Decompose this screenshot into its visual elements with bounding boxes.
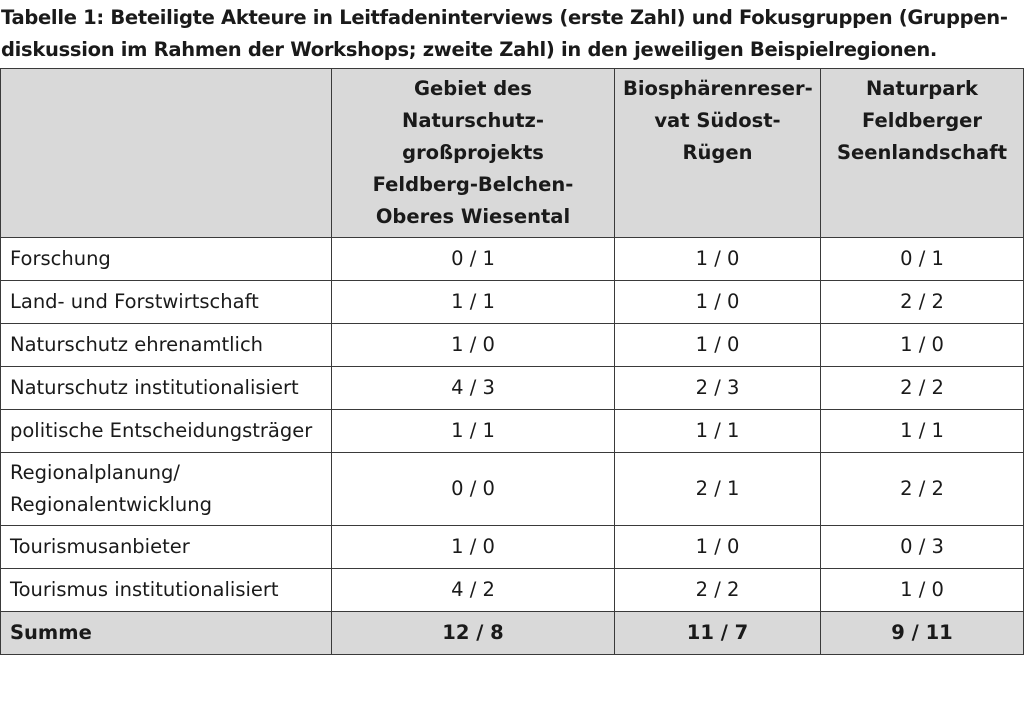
cell-value: 1 / 0 [821, 324, 1024, 367]
header-line: großprojekts [402, 141, 544, 164]
cell-value: 2 / 1 [615, 453, 821, 526]
cell-value: 4 / 2 [332, 569, 615, 612]
header-cell-empty [1, 69, 332, 238]
cell-value: 1 / 0 [615, 526, 821, 569]
table-caption [1, 2, 1019, 66]
cell-value: 0 / 3 [821, 526, 1024, 569]
sum-value: 12 / 8 [332, 612, 615, 655]
header-line: Biosphärenreser- [623, 77, 813, 100]
header-line: Naturpark [865, 77, 978, 100]
table-row [1, 453, 1024, 526]
row-label-line: Regionalentwicklung [10, 493, 213, 516]
cell-value: 2 / 2 [615, 569, 821, 612]
cell-value: 2 / 2 [821, 453, 1024, 526]
cell-value: 1 / 0 [821, 569, 1024, 612]
row-label: Naturschutz institutionalisiert [1, 367, 332, 410]
header-cell-feldberg-belchen [332, 69, 615, 238]
header-line: Gebiet des Naturschutz- [402, 77, 544, 132]
cell-value: 2 / 2 [821, 367, 1024, 410]
cell-value: 2 / 3 [615, 367, 821, 410]
sum-row [1, 612, 1024, 655]
row-label: Tourismusanbieter [1, 526, 332, 569]
actors-table [0, 68, 1024, 655]
cell-value: 1 / 1 [332, 410, 615, 453]
row-label: Land- und Forstwirtschaft [1, 281, 332, 324]
sum-value: 11 / 7 [615, 612, 821, 655]
cell-value: 4 / 3 [332, 367, 615, 410]
header-cell-feldberger-seenlandschaft [821, 69, 1024, 238]
table-header-row [1, 69, 1024, 238]
cell-value: 0 / 1 [332, 238, 615, 281]
caption-line-2: diskussion im Rahmen der Workshops; zweite Zahl) in den jeweiligen Beispielregionen. [1, 38, 938, 61]
header-line: Oberes Wiesental [375, 205, 571, 228]
row-label: Tourismus institutionalisiert [1, 569, 332, 612]
sum-value: 9 / 11 [821, 612, 1024, 655]
cell-value: 1 / 1 [332, 281, 615, 324]
header-line: Feldberg-Belchen- [372, 173, 574, 196]
row-label: Forschung [1, 238, 332, 281]
table-row [1, 238, 1024, 281]
cell-value: 1 / 0 [615, 238, 821, 281]
cell-value: 1 / 0 [615, 324, 821, 367]
cell-value: 2 / 2 [821, 281, 1024, 324]
table-row [1, 526, 1024, 569]
cell-value: 0 / 1 [821, 238, 1024, 281]
row-label [1, 453, 332, 526]
row-label-line: Regionalplanung/ [10, 461, 180, 484]
caption-line-1: Tabelle 1: Beteiligte Akteure in Leitfadeninterviews (erste Zahl) und Fokusgruppen (Gruppen- [1, 6, 1008, 29]
table-row [1, 410, 1024, 453]
table-row [1, 367, 1024, 410]
header-line: Feldberger [862, 109, 982, 132]
table-row [1, 281, 1024, 324]
cell-value: 0 / 0 [332, 453, 615, 526]
sum-label: Summe [1, 612, 332, 655]
cell-value: 1 / 1 [821, 410, 1024, 453]
header-line: Seenlandschaft [836, 141, 1008, 164]
header-cell-suedost-ruegen [615, 69, 821, 238]
cell-value: 1 / 0 [332, 324, 615, 367]
table-row [1, 569, 1024, 612]
cell-value: 1 / 0 [615, 281, 821, 324]
cell-value: 1 / 1 [615, 410, 821, 453]
row-label: politische Entscheidungsträger [1, 410, 332, 453]
cell-value: 1 / 0 [332, 526, 615, 569]
row-label: Naturschutz ehrenamtlich [1, 324, 332, 367]
table-row [1, 324, 1024, 367]
header-line: vat Südost-Rügen [654, 109, 781, 164]
